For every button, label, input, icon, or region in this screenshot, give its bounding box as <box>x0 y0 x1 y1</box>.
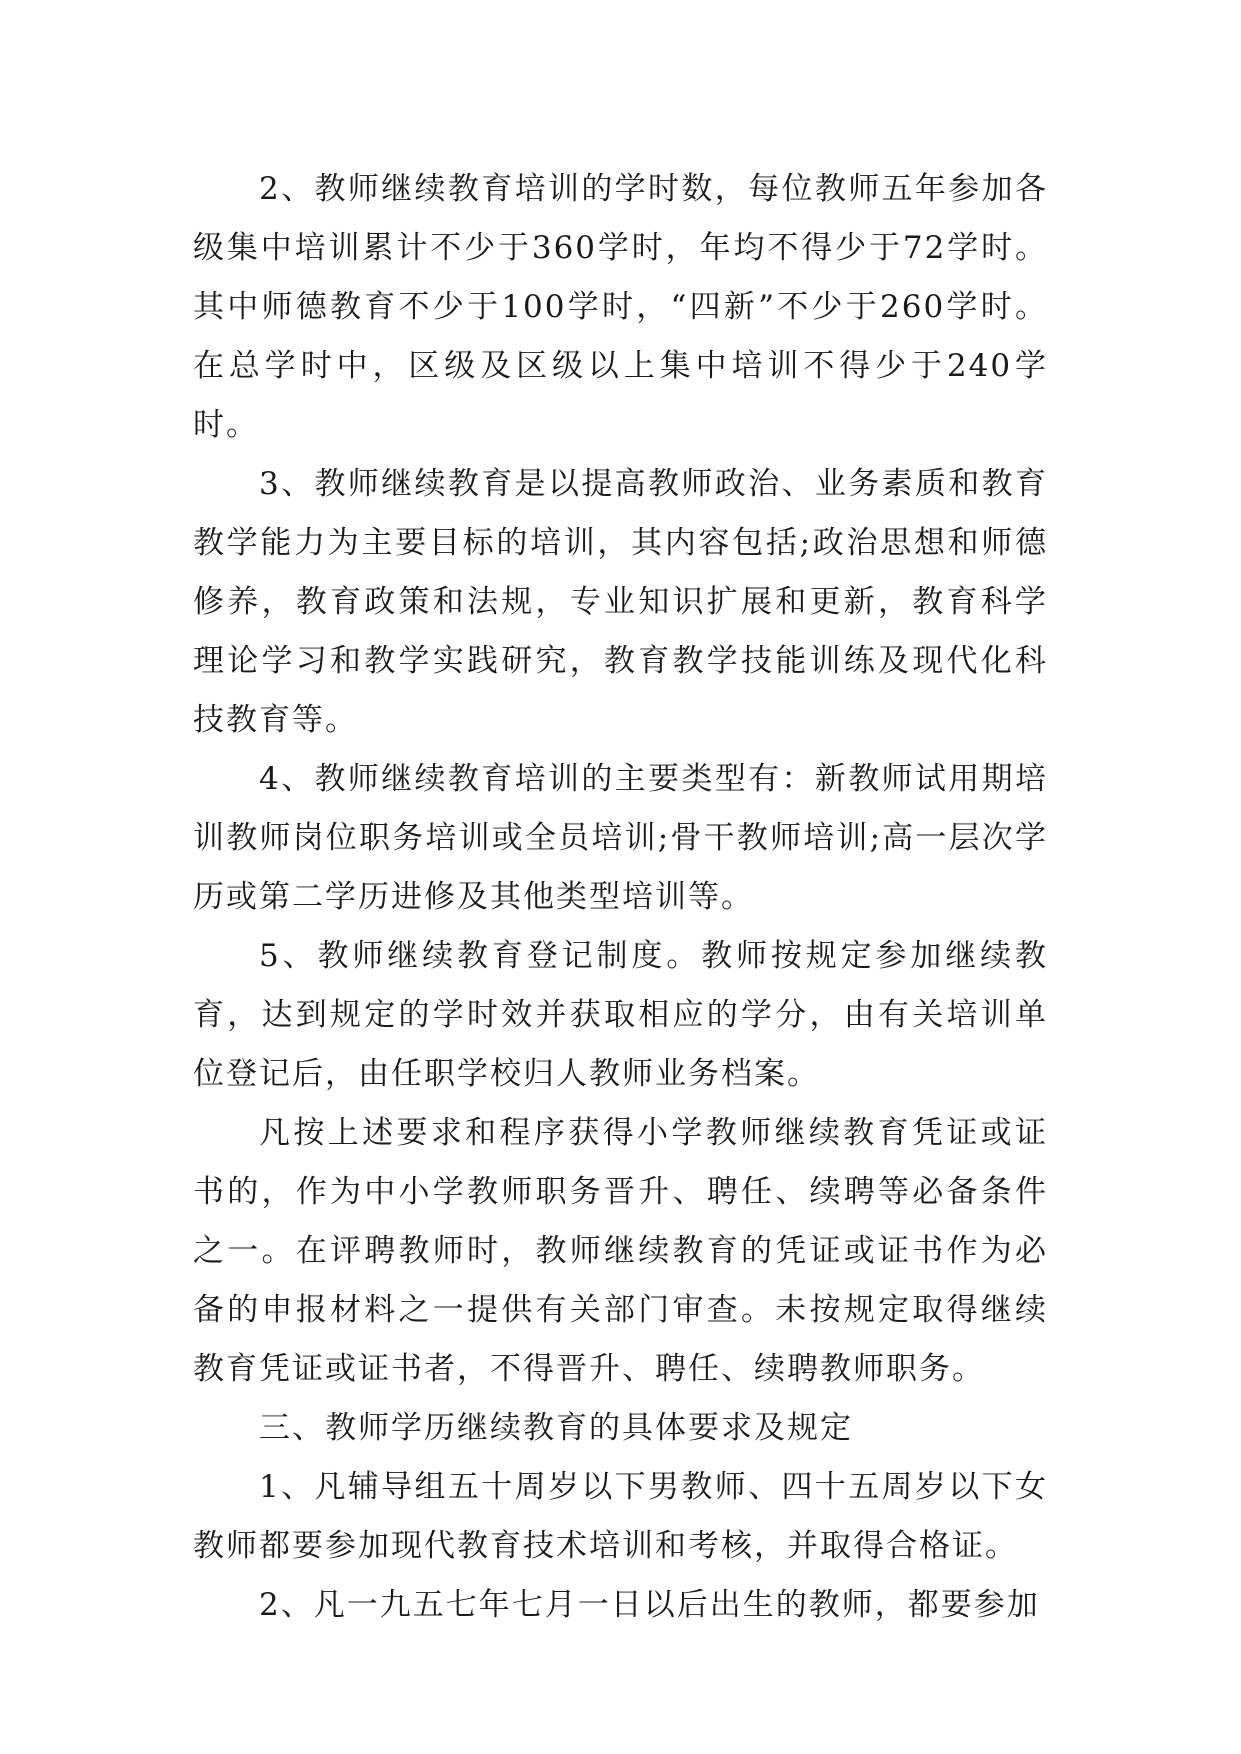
paragraph-registration-system: 5、教师继续教育登记制度。教师按规定参加继续教育，达到规定的学时效并获取相应的学分，由有关培训单位登记后，由任职学校归人教师业务档案。 <box>193 938 1048 1092</box>
paragraph-birthdate-requirement: 2、凡一九五七年七月一日以后出生的教师，都要参加 <box>259 1587 1040 1623</box>
paragraph-training-content: 3、教师继续教育是以提高教师政治、业务素质和教育教学能力为主要目标的培训，其内容包括;政治思想和师德修养，教育政策和法规，专业知识扩展和更新，教育科学理论学习和教学实践研究，教育教学技能训练及现代化科技教育等。 <box>193 466 1048 738</box>
document-body <box>193 160 1048 1635</box>
paragraph-training-hours: 2、教师继续教育培训的学时数，每位教师五年参加各级集中培训累计不少于360学时，年均不得少于72学时。其中师德教育不少于100学时，“四新”不少于260学时。在总学时中，区级及区级以上集中培训不得少于240学时。 <box>193 171 1048 443</box>
paragraph-technology-training: 1、凡辅导组五十周岁以下男教师、四十五周岁以下女教师都要参加现代教育技术培训和考核，并取得合格证。 <box>193 1469 1048 1564</box>
paragraph-training-types: 4、教师继续教育培训的主要类型有：新教师试用期培训教师岗位职务培训或全员培训;骨干教师培训;高一层次学历或第二学历进修及其他类型培训等。 <box>193 761 1048 915</box>
section-heading-degree-education: 三、教师学历继续教育的具体要求及规定 <box>259 1410 853 1446</box>
paragraph-certificate-requirement: 凡按上述要求和程序获得小学教师继续教育凭证或证书的，作为中小学教师职务晋升、聘任、续聘等必备条件之一。在评聘教师时，教师继续教育的凭证或证书作为必备的申报材料之一提供有关部门审查。未按规定取得继续教育凭证或证书者，不得晋升、聘任、续聘教师职务。 <box>193 1115 1048 1387</box>
